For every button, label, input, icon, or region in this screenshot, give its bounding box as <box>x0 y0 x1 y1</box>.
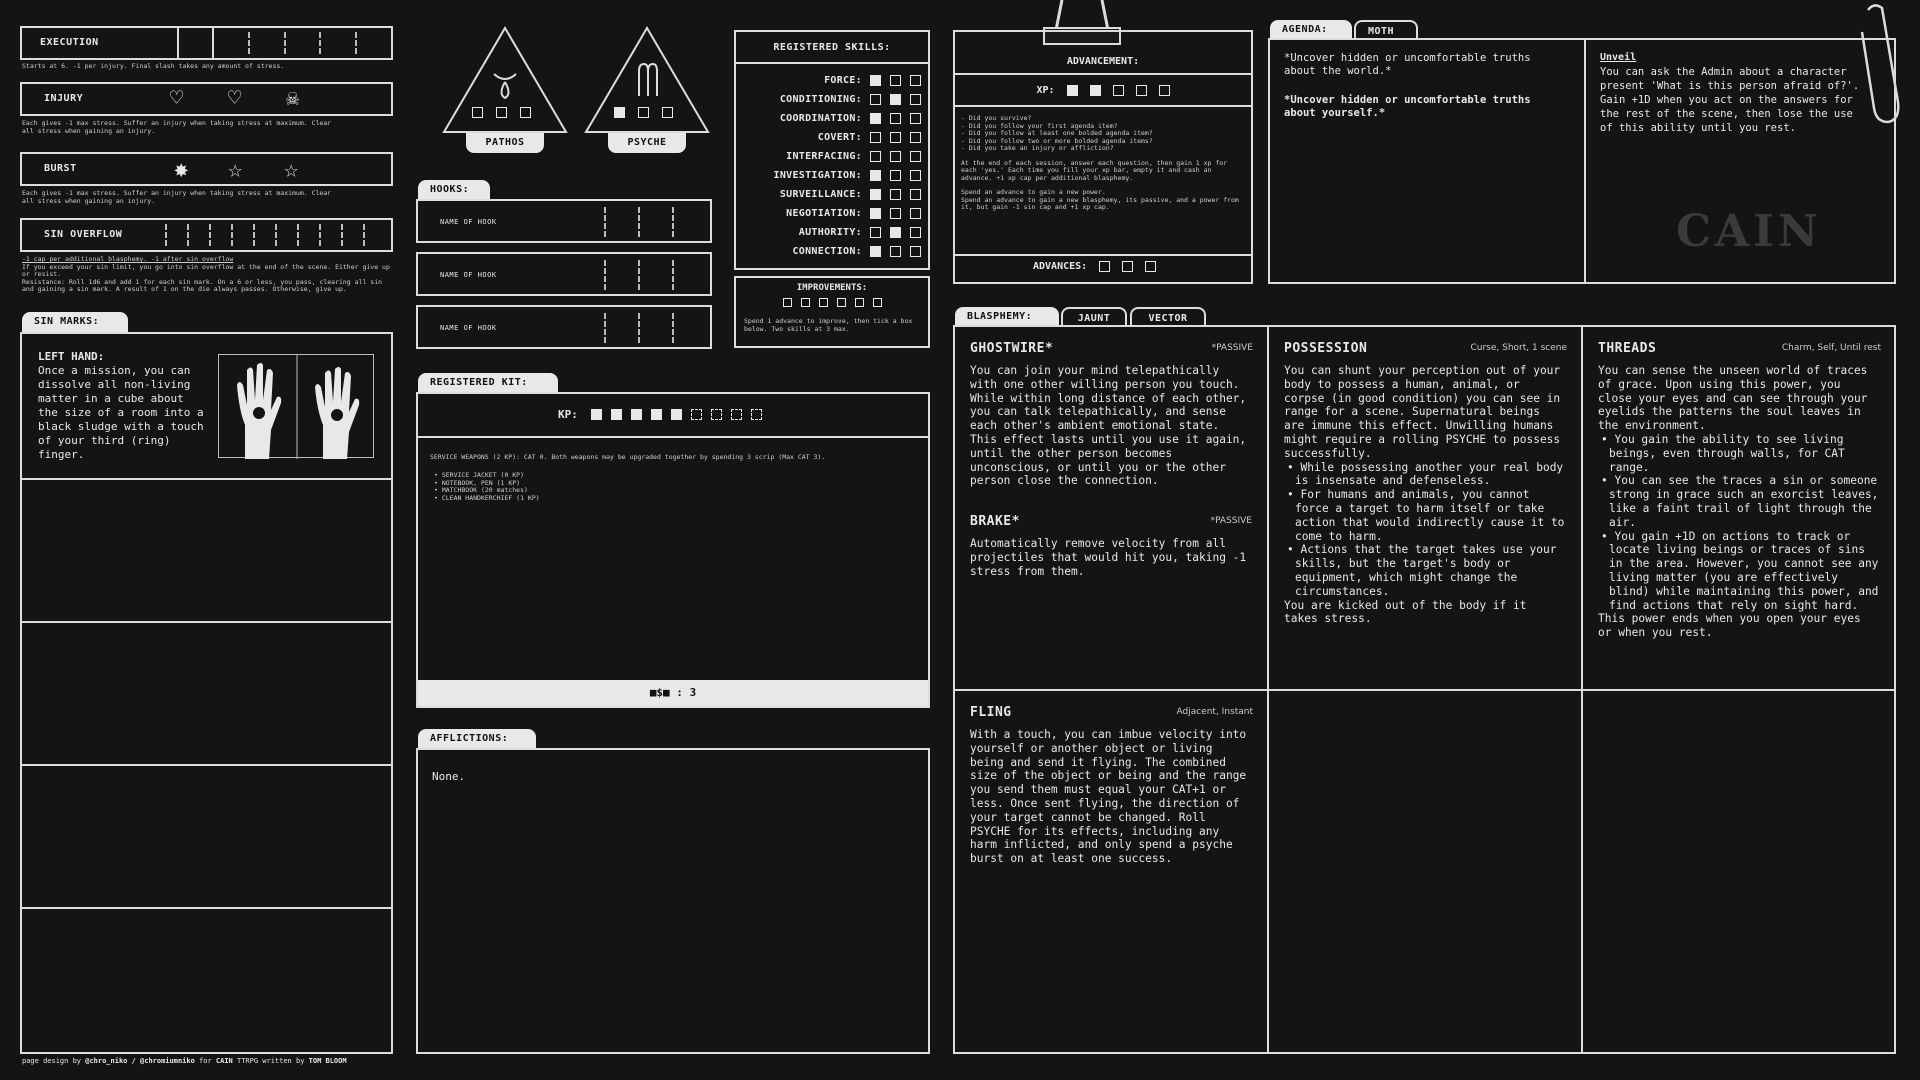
skill-box[interactable] <box>910 113 921 124</box>
psyche-box[interactable] <box>662 107 673 118</box>
sin-slot[interactable] <box>253 224 255 246</box>
sin-slot[interactable] <box>231 224 233 246</box>
burst-desc: Each gives -1 max stress. Suffer an injury when taking stress at maximum. Clear all stress when gaining an injury. <box>22 189 332 205</box>
tab-jaunt[interactable]: JAUNT <box>1061 307 1127 327</box>
advances-row <box>1033 261 1156 272</box>
power-text: You can sense the unseen world of traces of grace. Upon using this power, you close your eyes and can see through your eyelids the patterns the soul leaves in the environment. <box>1598 364 1868 433</box>
improvements-desc: Spend 1 advance to improve, then tick a box below. Two skills at 3 max. <box>744 317 913 333</box>
injury-track <box>20 82 393 116</box>
execution-track <box>20 26 393 60</box>
empty-power-slot[interactable] <box>1269 691 1581 1052</box>
hook-row[interactable] <box>416 252 712 296</box>
skill-box[interactable] <box>870 170 881 181</box>
hook-slot <box>638 313 640 343</box>
skill-box[interactable] <box>870 151 881 162</box>
kit-divider <box>418 436 928 438</box>
skill-name: INTERFACING: <box>786 151 862 162</box>
power-text: You are kicked out of the body if it takes stress. <box>1284 598 1527 626</box>
ability-title: Unveil <box>1600 52 1637 63</box>
tab-agenda[interactable]: AGENDA: <box>1270 20 1352 40</box>
kp-box[interactable] <box>731 409 742 420</box>
hands-illustration <box>218 354 374 458</box>
skills-title: REGISTERED SKILLS: <box>773 42 891 53</box>
credits <box>22 1057 347 1065</box>
kp-row <box>558 408 762 421</box>
tab-sin-marks[interactable]: SIN MARKS: <box>22 312 128 332</box>
skills-divider <box>736 62 928 64</box>
power-title: THREADS <box>1598 341 1657 356</box>
credits-handle[interactable]: @chro_niko / @chromiumniko <box>85 1057 195 1065</box>
skill-box[interactable] <box>910 227 921 238</box>
tab-moth[interactable]: MOTH <box>1354 20 1418 40</box>
psyche-triangle <box>584 26 710 136</box>
hook-slot <box>604 313 606 343</box>
skill-boxes <box>870 94 922 105</box>
skill-row <box>736 71 922 90</box>
sin-mark-slot[interactable] <box>22 478 391 480</box>
power-ghostwire[interactable] <box>955 327 1267 593</box>
tab-registered-kit[interactable]: REGISTERED KIT: <box>418 373 558 393</box>
scrip-value[interactable]: 3 <box>689 686 697 699</box>
skill-box[interactable] <box>910 94 921 105</box>
skill-box[interactable] <box>890 94 901 105</box>
execution-divider <box>177 28 179 58</box>
advances-label: ADVANCES: <box>1033 261 1088 272</box>
power-possession[interactable] <box>1269 327 1581 640</box>
agenda-panel <box>1268 38 1896 284</box>
sin-slot[interactable] <box>209 224 211 246</box>
sin-mark-slot[interactable] <box>22 907 391 909</box>
skill-box[interactable] <box>870 189 881 200</box>
skill-box[interactable] <box>870 227 881 238</box>
hook-name[interactable]: NAME OF HOOK <box>440 271 497 279</box>
power-text: With a touch, you can imbue velocity into yourself or another object or living being and send it flying. The combined size of the object or being and the range you send them must equal your CAT+1 or less. Once sent flying, the direction of your target cannot be changed. Roll PSYCHE for its effects, including any harm inflicted, and only spend a psyche burst on at least one success. <box>970 728 1247 866</box>
power-title: FLING <box>970 705 1012 720</box>
sin-mark-slot[interactable] <box>22 764 391 766</box>
power-body <box>1598 364 1880 640</box>
skill-row <box>736 109 922 128</box>
advancement-question: - Did you survive? <box>961 114 1032 122</box>
kit-item[interactable]: • CLEAN HANDKERCHIEF (1 KP) <box>434 493 540 502</box>
skill-box[interactable] <box>890 227 901 238</box>
advancement-question: - Did you follow two or more bolded agenda items? <box>961 136 1153 145</box>
hook-slot <box>672 260 674 290</box>
execution-label: EXECUTION <box>40 37 99 48</box>
skill-row <box>736 128 922 147</box>
tab-blasphemy[interactable]: BLASPHEMY: <box>955 307 1059 327</box>
burst-track <box>20 152 393 186</box>
xp-box[interactable] <box>1113 85 1124 96</box>
power-text: Automatically remove velocity from all projectiles that would hit you, taking -1 stress from them. <box>970 537 1247 578</box>
skill-boxes <box>870 246 922 257</box>
kit-item[interactable]: • MATCHBOOK (20 matches) <box>434 486 528 494</box>
sin-slot[interactable] <box>297 224 299 246</box>
power-bullet: • You gain the ability to see living beings, even through walls, for CAT range. <box>1598 433 1880 474</box>
pathos-boxes <box>472 107 531 118</box>
advance-box[interactable] <box>1145 261 1156 272</box>
sin-marks-panel <box>20 332 393 1054</box>
skill-name: COVERT: <box>817 132 862 143</box>
pathos-label: PATHOS <box>466 133 544 153</box>
hook-name[interactable]: NAME OF HOOK <box>440 324 497 332</box>
skill-box[interactable] <box>910 246 921 257</box>
improvement-box[interactable] <box>801 298 810 307</box>
sin-slot[interactable] <box>319 224 321 246</box>
xp-box[interactable] <box>1090 85 1101 96</box>
tab-vector[interactable]: VECTOR <box>1130 307 1206 327</box>
skill-row <box>736 147 922 166</box>
hook-slot <box>604 260 606 290</box>
execution-slot[interactable] <box>284 32 286 54</box>
execution-divider <box>212 28 214 58</box>
improvement-box[interactable] <box>855 298 864 307</box>
heart-icon[interactable]: ♡ <box>228 86 242 111</box>
power-bullet: • Actions that the target takes use your skills, but the target's body or equipment, which might change the circumstances. <box>1284 543 1566 598</box>
skill-box[interactable] <box>890 208 901 219</box>
execution-slot[interactable] <box>319 32 321 54</box>
skill-box[interactable] <box>870 208 881 219</box>
skill-row <box>736 185 922 204</box>
sin-slot[interactable] <box>165 224 167 246</box>
skill-box[interactable] <box>890 246 901 257</box>
advance-box[interactable] <box>1099 261 1110 272</box>
power-text: You can join your mind telepathically with one other willing person you touch. While within long distance of each other, you can talk telepathically, and sense each other's ambient emotional state. This effect lasts until you use it again, until the other person becomes unconscious, or until you or the other person close the connection. <box>970 364 1247 488</box>
power-title: BRAKE* <box>970 514 1020 530</box>
execution-slot[interactable] <box>248 32 250 54</box>
sin-mark-title: LEFT HAND: <box>38 350 105 363</box>
kit-weapons: SERVICE WEAPONS (2 KP): CAT 0. Both weapons may be upgraded together by spending 3 scrip (Max CAT 3). <box>430 453 826 461</box>
skill-box[interactable] <box>910 75 921 86</box>
hook-name[interactable]: NAME OF HOOK <box>440 218 497 226</box>
advancement-questions <box>955 107 1251 212</box>
afflictions-panel <box>416 748 930 1054</box>
kp-box[interactable] <box>751 409 762 420</box>
hook-slot <box>604 207 606 237</box>
xp-row <box>955 75 1251 105</box>
skill-box[interactable] <box>890 151 901 162</box>
scrip-label: ■$■ : <box>649 686 683 699</box>
skill-boxes <box>870 132 922 143</box>
power-fling[interactable] <box>955 691 1267 880</box>
power-body <box>1284 364 1566 626</box>
skill-box[interactable] <box>910 132 921 143</box>
agenda-item-bold: *Uncover hidden or uncomfortable truths about yourself.* <box>1284 94 1531 119</box>
psyche-box[interactable] <box>614 107 625 118</box>
cain-logo: CAIN <box>1676 206 1822 257</box>
sin-mark-slot[interactable] <box>22 621 391 623</box>
credits-mid2: TTRPG written by <box>236 1057 305 1065</box>
advancement-divider <box>955 254 1251 256</box>
injury-desc: Each gives -1 max stress. Suffer an injury when taking stress at maximum. Clear all stress when gaining an injury. <box>22 119 332 135</box>
skill-boxes <box>870 189 922 200</box>
skill-name: COORDINATION: <box>779 113 862 124</box>
kp-box[interactable] <box>591 409 602 420</box>
skill-box[interactable] <box>890 189 901 200</box>
kp-box[interactable] <box>651 409 662 420</box>
power-threads[interactable] <box>1583 327 1895 654</box>
power-tag: Curse, Short, 1 scene <box>1470 343 1567 353</box>
kp-box[interactable] <box>631 409 642 420</box>
credits-mid: for <box>199 1057 212 1065</box>
skill-box[interactable] <box>890 113 901 124</box>
sin-overflow-desc <box>22 256 394 294</box>
hook-row[interactable] <box>416 199 712 243</box>
pathos-box[interactable] <box>520 107 531 118</box>
advancement-title: ADVANCEMENT: <box>1066 56 1140 67</box>
power-bullet: • You can see the traces a sin or someone strong in grace such an exorcist leaves, like a faint trail of light through the air. <box>1598 474 1880 529</box>
credits-game: CAIN <box>215 1057 233 1065</box>
kit-item[interactable]: • NOTEBOOK, PEN (1 KP) <box>434 478 521 487</box>
advancement-rule: Spend an advance to gain a new blasphemy, its passive, and a power from it, but gain -1 sin cap and +1 xp cap. <box>961 195 1239 211</box>
improvements-panel <box>734 276 930 348</box>
kit-panel <box>416 392 930 708</box>
improvement-box[interactable] <box>783 298 792 307</box>
skill-boxes <box>870 170 922 181</box>
skill-name: NEGOTIATION: <box>786 208 862 219</box>
sin-slot[interactable] <box>275 224 277 246</box>
tab-afflictions[interactable]: AFFLICTIONS: <box>418 729 536 749</box>
skill-name: CONNECTION: <box>792 246 862 257</box>
skill-box[interactable] <box>910 151 921 162</box>
skill-box[interactable] <box>910 208 921 219</box>
power-tag: *PASSIVE <box>1211 343 1253 353</box>
credits-author: TOM BLOOM <box>308 1057 347 1065</box>
burst-empty-icon[interactable]: ☆ <box>228 155 243 183</box>
afflictions-text[interactable]: None. <box>432 770 466 783</box>
power-text: This power ends when you open your eyes or when you rest. <box>1598 612 1861 640</box>
power-tag: *PASSIVE <box>1210 516 1252 527</box>
advancement-rule: Spend an advance to gain a new power. <box>961 188 1106 196</box>
ability-text: You can ask the Admin about a character present 'What is this person afraid of?'. Gain +1D when you act on the answers for the rest of the scene, then lose the use of this ability until you rest. <box>1600 66 1860 134</box>
burst-label: BURST <box>44 163 77 174</box>
skill-box[interactable] <box>870 94 881 105</box>
xp-box[interactable] <box>1067 85 1078 96</box>
skill-box[interactable] <box>870 132 881 143</box>
pathos-box[interactable] <box>472 107 483 118</box>
blasphemy-panel <box>953 325 1896 1054</box>
power-bullet: • You gain +1D on actions to track or locate living beings or traces of sins in the area. However, you cannot see any living matter (you are effectively blind) while maintaining this power, and find actions that rely on sight hard. <box>1598 530 1880 613</box>
skill-box[interactable] <box>890 132 901 143</box>
skill-row <box>736 166 922 185</box>
hook-slot <box>672 207 674 237</box>
paperclip-icon <box>1854 2 1904 126</box>
power-tag: Adjacent, Instant <box>1176 707 1253 717</box>
kp-label: KP: <box>558 408 578 421</box>
skill-row <box>736 90 922 109</box>
hook-row[interactable] <box>416 305 712 349</box>
skill-boxes <box>870 75 922 86</box>
skill-boxes <box>870 151 922 162</box>
sin-overflow-desc-2: If you exceed your sin limit, you go into sin overflow at the end of the scene. Either give up or resist. <box>22 262 390 278</box>
power-title: GHOSTWIRE* <box>970 341 1054 356</box>
skill-boxes <box>870 113 922 124</box>
skill-name: CONDITIONING: <box>779 94 862 105</box>
agenda-item: *Uncover hidden or uncomfortable truths about the world.* <box>1284 52 1531 77</box>
skill-name: INVESTIGATION: <box>773 170 862 181</box>
scrip-bar <box>418 680 928 706</box>
xp-box[interactable] <box>1159 85 1170 96</box>
kit-items <box>434 472 540 502</box>
sin-overflow-track <box>20 218 393 252</box>
kp-box[interactable] <box>711 409 722 420</box>
psyche-box[interactable] <box>638 107 649 118</box>
kit-item[interactable]: • SERVICE JACKET (0 KP) <box>434 471 525 479</box>
heart-icon[interactable]: ♡ <box>170 86 184 111</box>
improvement-boxes <box>736 298 928 307</box>
skill-boxes <box>870 227 922 238</box>
skill-list <box>736 67 928 261</box>
sin-overflow-desc-1: -1 cap per additional blasphemy. -1 after sin overflow <box>22 255 234 263</box>
advancement-question: - Did you follow at least one bolded agenda item? <box>961 129 1153 137</box>
xp-box[interactable] <box>1136 85 1147 96</box>
execution-slot[interactable] <box>355 32 357 54</box>
skills-panel <box>734 30 930 270</box>
burst-empty-icon[interactable]: ☆ <box>284 155 299 183</box>
skill-box[interactable] <box>870 246 881 257</box>
advancement-rule: At the end of each session, answer each question, then gain 1 xp for each 'yes.' Each time you fill your xp bar, empty it and cash an advance. +1 xp cap per additional blasphemy. <box>961 158 1228 182</box>
hook-slot <box>672 313 674 343</box>
sin-slot[interactable] <box>363 224 365 246</box>
empty-power-slot[interactable] <box>1583 691 1894 1052</box>
power-bullet: • For humans and animals, you cannot force a target to harm itself or take action that would indirectly cause it to come to harm. <box>1284 488 1566 543</box>
skill-box[interactable] <box>910 170 921 181</box>
sin-overflow-label: SIN OVERFLOW <box>44 229 123 240</box>
advancement-question: - Did you take an injury or affliction? <box>961 144 1114 152</box>
skill-box[interactable] <box>910 189 921 200</box>
psyche-label: PSYCHE <box>608 133 686 153</box>
improvement-box[interactable] <box>819 298 828 307</box>
xp-label: XP: <box>1036 84 1055 96</box>
advancement-question: - Did you follow your first agenda item? <box>961 121 1118 130</box>
sin-slot[interactable] <box>341 224 343 246</box>
skill-box[interactable] <box>870 75 881 86</box>
skull-icon[interactable]: ☠ <box>286 86 300 111</box>
agenda-divider <box>1584 40 1586 282</box>
pathos-box[interactable] <box>496 107 507 118</box>
skill-name: AUTHORITY: <box>798 227 862 238</box>
kp-box[interactable] <box>671 409 682 420</box>
skill-row <box>736 242 922 261</box>
power-text: You can shunt your perception out of your body to possess a human, animal, or corpse (in good condition) you can see in range for a scene. Supernatural beings are immune this effect. Unwilling humans might require a rolling PSYCHE to possess successfully. <box>1284 364 1561 460</box>
skill-box[interactable] <box>890 170 901 181</box>
tab-hooks[interactable]: HOOKS: <box>418 180 490 200</box>
skill-box[interactable] <box>890 75 901 86</box>
sin-slot[interactable] <box>187 224 189 246</box>
power-bullet: • While possessing another your real body is insensate and defenseless. <box>1284 461 1566 489</box>
sin-mark-text: Once a mission, you can dissolve all non-living matter in a cube about the size of a room into a black sludge with a touch of your third (ring) finger. <box>38 364 204 461</box>
kp-box[interactable] <box>611 409 622 420</box>
improvements-title: IMPROVEMENTS: <box>796 283 868 293</box>
hook-slot <box>638 207 640 237</box>
skill-box[interactable] <box>870 113 881 124</box>
advancement-panel <box>953 30 1253 284</box>
power-tag: Charm, Self, Until rest <box>1781 343 1881 353</box>
improvement-box[interactable] <box>837 298 846 307</box>
kp-box[interactable] <box>691 409 702 420</box>
burst-filled-icon[interactable]: ✸ <box>174 155 189 183</box>
execution-desc: Starts at 6. -1 per injury. Final slash takes any amount of stress. <box>22 62 285 70</box>
pathos-triangle <box>442 26 568 136</box>
skill-name: SURVEILLANCE: <box>779 189 862 200</box>
hook-slot <box>638 260 640 290</box>
skill-boxes <box>870 208 922 219</box>
improvement-box[interactable] <box>873 298 882 307</box>
advance-box[interactable] <box>1122 261 1133 272</box>
credits-prefix: page design by <box>22 1057 82 1065</box>
skill-row <box>736 223 922 242</box>
injury-label: INJURY <box>44 93 84 104</box>
skill-row <box>736 204 922 223</box>
psyche-boxes <box>614 107 673 118</box>
power-title: POSSESSION <box>1284 341 1368 356</box>
skill-name: FORCE: <box>824 75 862 86</box>
sin-overflow-desc-3: Resistance: Roll 1d6 and add 1 for each sin mark. On a 6 or less, you pass, clearing all sin and gaining a sin mark. A result of 1 on the die always passes. Otherwise, give up. <box>22 277 383 293</box>
